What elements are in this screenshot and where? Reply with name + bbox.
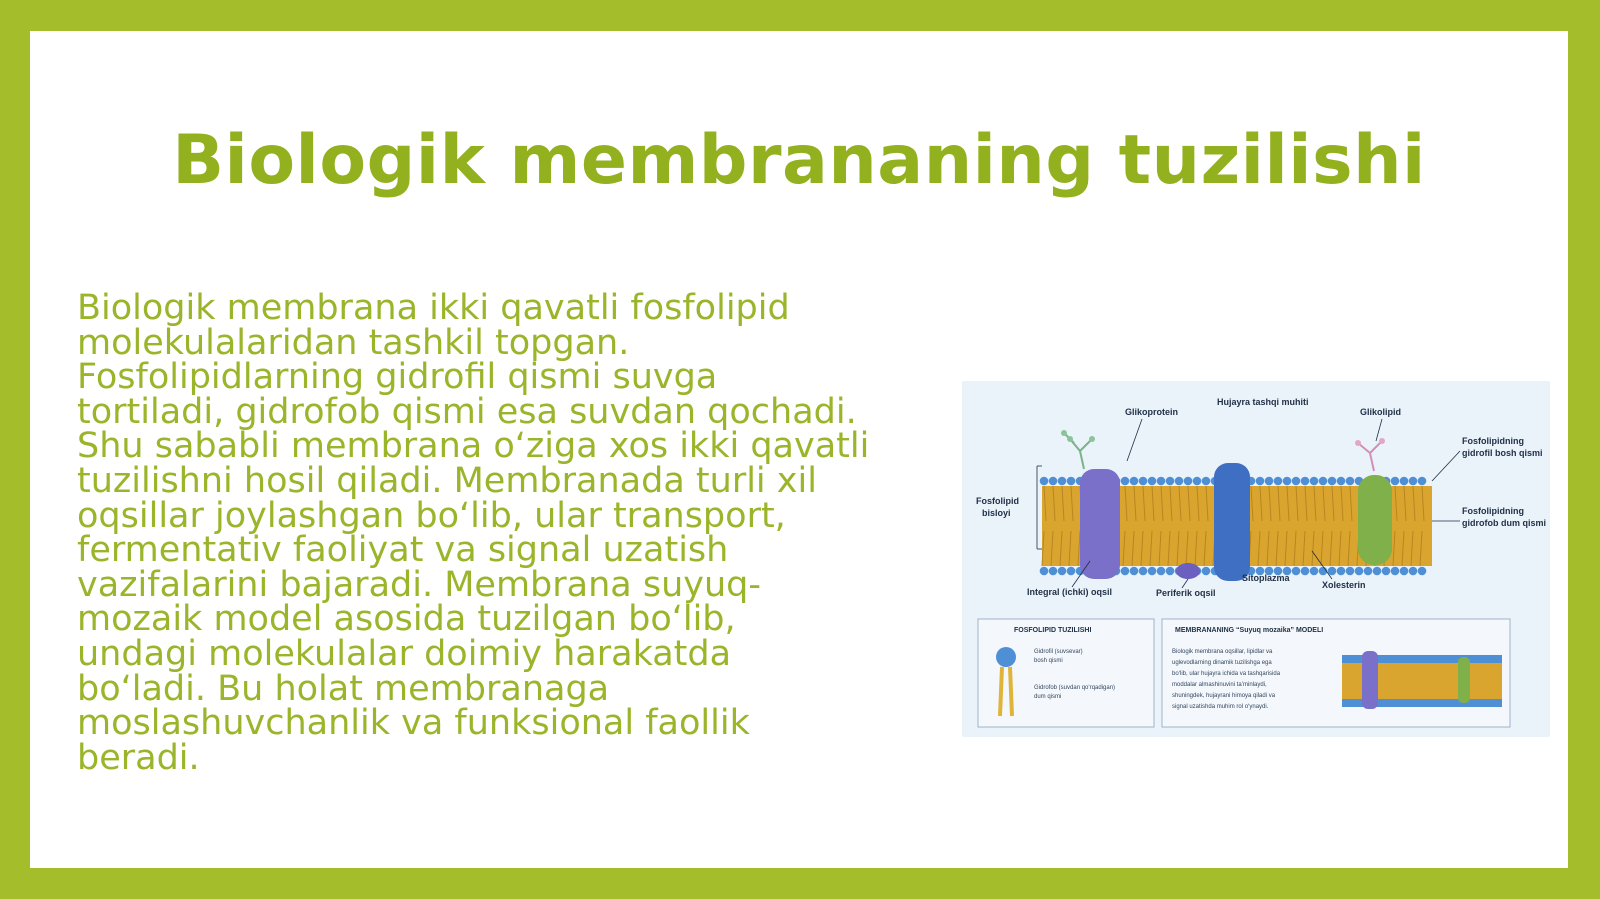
membrane-diagram-svg <box>962 381 1550 737</box>
lipid-head <box>1346 567 1355 576</box>
lipid-head <box>1400 567 1409 576</box>
body-paragraph <box>77 288 957 778</box>
lipid-head <box>1409 477 1418 486</box>
lipid-head <box>1328 567 1337 576</box>
lipid-head <box>1310 567 1319 576</box>
body-line: tortiladi, gidrofob qismi esa suvdan qochadi. <box>77 391 857 432</box>
inset-right-title: MEMBRANANING “Suyuq mozaika” MODELI <box>1175 627 1324 634</box>
glycolipid-beads <box>1355 438 1385 446</box>
slide-title: Biologik membrananing tuzilishi <box>172 121 1426 200</box>
inset-fluid-mosaic <box>1162 619 1510 727</box>
label-glikolipid: Glikolipid <box>1360 407 1402 417</box>
lipid-head <box>1040 477 1049 486</box>
lipid-head <box>1346 477 1355 486</box>
lipid-head <box>1391 567 1400 576</box>
inset-left-head-line2: bosh qismi <box>1034 658 1063 664</box>
lipid-head <box>1256 477 1265 486</box>
lipid-head <box>1364 567 1373 576</box>
body-line: vazifalarini bajaradi. Membrana suyuq- <box>77 564 762 605</box>
lipid-head <box>1139 567 1148 576</box>
lipid-head <box>1202 477 1211 486</box>
lipid-head <box>1184 477 1193 486</box>
inset-right-line: shuningdek, hujayrani himoya qiladi va <box>1172 693 1276 699</box>
lipid-head <box>1319 477 1328 486</box>
lipid-head <box>1292 567 1301 576</box>
lipid-head <box>1130 477 1139 486</box>
lipid-head <box>1373 567 1382 576</box>
label-xolesterin: Xolesterin <box>1322 580 1366 590</box>
label-outside: Hujayra tashqi muhiti <box>1217 397 1309 407</box>
lipid-head <box>1301 477 1310 486</box>
lipid-head <box>1202 567 1211 576</box>
inset-right-line: uglevodlarning dinamik tuzilishga ega <box>1172 660 1272 666</box>
lipid-head <box>1067 477 1076 486</box>
lipid-head <box>1418 477 1427 486</box>
lipid-head <box>1418 567 1427 576</box>
lipid-head <box>1166 477 1175 486</box>
channel-protein-shape <box>1214 463 1250 581</box>
lipid-head <box>1283 477 1292 486</box>
lipid-head <box>1049 477 1058 486</box>
lipid-head <box>1265 477 1274 486</box>
label-head-line1: Fosfolipidning <box>1462 436 1524 446</box>
bilayer-illustration <box>1040 430 1432 581</box>
body-line: moslashuvchanlik va funksional faollik <box>77 703 750 744</box>
lipid-head <box>1148 567 1157 576</box>
cholesterol-protein-shape <box>1358 475 1392 565</box>
lipid-head <box>1157 477 1166 486</box>
slide <box>30 31 1568 868</box>
lipid-head <box>1040 567 1049 576</box>
lipid-head <box>1175 477 1184 486</box>
body-line: Fosfolipidlarning gidrofil qismi suvga <box>77 357 718 398</box>
body-line: Shu sababli membrana o‘ziga xos ikki qavatli <box>77 426 870 467</box>
label-bilayer-line1: Fosfolipid <box>976 496 1019 506</box>
lipid-head <box>1067 567 1076 576</box>
membrane-diagram-image <box>962 381 1550 737</box>
inset-right-line: signal uzatishda muhim rol o‘ynaydi. <box>1172 704 1269 710</box>
inset-right-line: bo‘lib, ular hujayra ichida va tashqarisida <box>1172 671 1281 677</box>
body-line: tuzilishni hosil qiladi. Membranada turli xil <box>77 460 817 501</box>
phospholipid-head-icon <box>996 647 1016 667</box>
body-line: molekulalaridan tashkil topgan. <box>77 322 630 363</box>
lipid-head <box>1382 567 1391 576</box>
lipid-head <box>1058 477 1067 486</box>
body-line: undagi molekulalar doimiy harakatda <box>77 633 732 674</box>
lipid-head <box>1337 567 1346 576</box>
lipid-head <box>1148 477 1157 486</box>
lipid-head <box>1292 477 1301 486</box>
integral-protein-shape <box>1080 469 1120 579</box>
lipid-head <box>1157 567 1166 576</box>
label-integral: Integral (ichki) oqsil <box>1027 587 1113 597</box>
label-bilayer-line2: bisloyi <box>982 508 1011 518</box>
label-tail-line2: gidrofob dum qismi <box>1462 518 1546 528</box>
inset-right-line: moddalar almashinuvini ta’minlaydi, <box>1172 682 1267 688</box>
lipid-head <box>1121 477 1130 486</box>
lipid-head <box>1049 567 1058 576</box>
label-tail-line1: Fosfolipidning <box>1462 506 1524 516</box>
inset-left-tail-line2: dum qismi <box>1034 694 1062 700</box>
lipid-head <box>1130 567 1139 576</box>
mini-protein <box>1458 657 1470 703</box>
inset-right-line: Biologik membrana oqsillar, lipidlar va <box>1172 649 1273 655</box>
label-glikoprotein: Glikoprotein <box>1125 407 1179 417</box>
body-line: bo‘ladi. Bu holat membranaga <box>77 668 610 709</box>
glycolipid-chain <box>1358 441 1382 471</box>
lipid-head <box>1301 567 1310 576</box>
mini-protein <box>1362 651 1378 709</box>
inset-left-head-line1: Gidrofil (suvsevar) <box>1034 649 1083 655</box>
lipid-head <box>1274 477 1283 486</box>
inset-left-tail-line1: Gidrofob (suvdan qo‘rqadigan) <box>1034 685 1116 691</box>
lipid-head <box>1355 567 1364 576</box>
body-line: oqsillar joylashgan bo‘lib, ular transport, <box>77 495 786 536</box>
label-periferik: Periferik oqsil <box>1156 588 1216 598</box>
lipid-head <box>1058 567 1067 576</box>
lipid-head <box>1139 477 1148 486</box>
inset-left-title: FOSFOLIPID TUZILISHI <box>1014 627 1092 634</box>
peripheral-protein-shape <box>1176 563 1200 579</box>
body-line: mozaik model asosida tuzilgan bo‘lib, <box>77 599 736 640</box>
lipid-head <box>1193 477 1202 486</box>
lipid-head <box>1328 477 1337 486</box>
lipid-head <box>1391 477 1400 486</box>
lipid-head <box>1310 477 1319 486</box>
label-sitoplazma: Sitoplazma <box>1242 573 1290 583</box>
lipid-head <box>1337 477 1346 486</box>
body-line: Biologik membrana ikki qavatli fosfolipid <box>77 288 790 328</box>
lipid-head <box>1409 567 1418 576</box>
lipid-head <box>1166 567 1175 576</box>
inset-phospholipid <box>978 619 1154 727</box>
body-line: fermentativ faoliyat va signal uzatish <box>77 530 729 571</box>
lipid-head <box>1121 567 1130 576</box>
label-head-line2: gidrofil bosh qismi <box>1462 448 1543 458</box>
lipid-head <box>1400 477 1409 486</box>
body-line: beradi. <box>77 737 200 778</box>
